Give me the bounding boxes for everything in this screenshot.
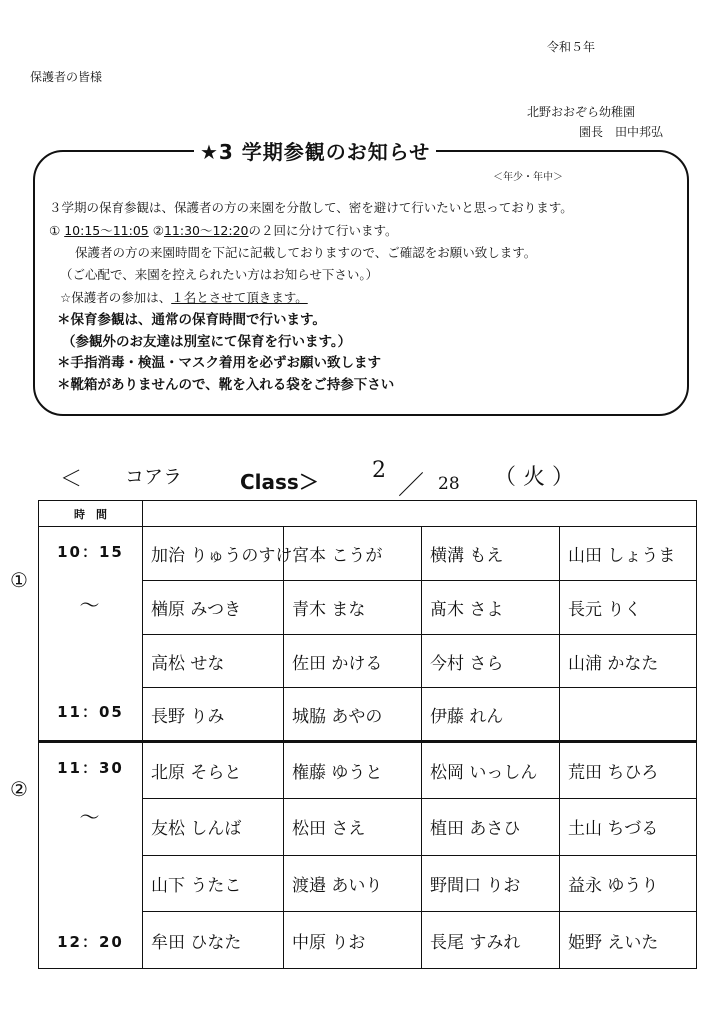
student-name: 土山 ちづる (560, 798, 697, 855)
notice-line-5 (60, 288, 308, 306)
student-name: 伊藤 れん (422, 688, 560, 742)
notice-line-5-underlined: １名とさせて頂きます。 (171, 290, 308, 305)
student-name: 長元 りく (560, 581, 697, 635)
student-name: 長野 りみ (143, 688, 284, 742)
time-header: 時 間 (39, 501, 143, 527)
class-name: コアラ (125, 466, 183, 488)
table-row (39, 742, 697, 799)
student-name: 宮本 こうが (284, 527, 422, 581)
session-2-marker: ② (152, 223, 164, 238)
student-name: 権藤 ゆうと (284, 742, 422, 799)
student-name: 横溝 もえ (422, 527, 560, 581)
student-name: 友松 しんば (143, 798, 284, 855)
student-name: 長尾 すみれ (422, 912, 560, 969)
notice-line-4: （ご心配で、来園を控えられたい方はお知らせ下さい。） (60, 267, 379, 282)
date-weekday: （ 火 ） (494, 465, 574, 490)
student-name: 髙木 さよ (422, 581, 560, 635)
notice-title: ★3 学期参観のお知らせ (194, 136, 436, 165)
document-date: 令和５年 (547, 40, 596, 54)
student-name: 松岡 いっしん (422, 742, 560, 799)
student-name: 青木 まな (284, 581, 422, 635)
session-1-end: 11：05 (57, 703, 124, 722)
student-name: 高松 せな (143, 634, 284, 688)
notice-line-8: ＊手指消毒・検温・マスク着用を必ずお願い致します (57, 355, 381, 371)
student-name: 牟田 ひなた (143, 912, 284, 969)
student-name: 姫野 えいた (560, 912, 697, 969)
student-name: 松田 さえ (284, 798, 422, 855)
student-name: 山下 うたこ (143, 855, 284, 912)
student-name: 楢原 みつき (143, 581, 284, 635)
student-name: 城脇 あやの (284, 688, 422, 742)
session-1-time-cell (39, 527, 143, 742)
schedule-table (38, 500, 697, 969)
date-slash: ／ (398, 471, 425, 501)
class-word: Class＞ (240, 470, 319, 494)
student-name: 山浦 かなた (560, 634, 697, 688)
student-name (560, 688, 697, 742)
session-2-time-cell (39, 742, 143, 969)
session-2-time: 11:30～12:20 (163, 223, 249, 238)
student-name: 植田 あさひ (422, 798, 560, 855)
grade-label: ＜年少・年中＞ (493, 172, 563, 183)
student-name: 中原 りお (284, 912, 422, 969)
session-2-tilde: 〜 (79, 805, 102, 830)
student-name: 益永 ゆうり (560, 855, 697, 912)
student-name: 山田 しょうま (560, 527, 697, 581)
table-header-row (39, 501, 697, 527)
date-day: 28 (438, 474, 460, 494)
student-name: 加治 りゅうのすけ (143, 527, 284, 581)
notice-line-1: ３学期の保育参観は、保護者の方の来園を分散して、密を避けて行いたいと思っております。 (49, 200, 573, 215)
session-1-circle: ① (10, 568, 28, 592)
notice-line-2-suffix: の２回に分けて行います。 (248, 223, 398, 238)
student-name: 荒田 ちひろ (560, 742, 697, 799)
student-name: 北原 そらと (143, 742, 284, 799)
notice-line-2 (49, 221, 398, 239)
session-2-start: 11：30 (57, 759, 124, 778)
school-name: 北野おおぞら幼稚園 (527, 105, 636, 119)
student-name: 佐田 かける (284, 634, 422, 688)
student-name: 野間口 りお (422, 855, 560, 912)
table-row (39, 527, 697, 581)
student-name: 渡邉 あいり (284, 855, 422, 912)
notice-line-9: ＊靴箱がありませんので、靴を入れる袋をご持参下さい (57, 377, 395, 393)
header-blank (143, 501, 697, 527)
notice-line-7: （参観外のお友達は別室にて保育を行います。） (62, 334, 352, 350)
class-open-bracket: ＜ (60, 467, 83, 492)
principal-name: 園長 田中邦弘 (579, 125, 664, 139)
notice-line-3: 保護者の方の来園時間を下記に記載しておりますので、ご確認をお願い致します。 (75, 245, 537, 260)
notice-line-5-prefix: ☆保護者の参加は、 (60, 290, 172, 305)
addressee: 保護者の皆様 (30, 70, 103, 84)
session-1-start: 10：15 (57, 543, 124, 562)
session-1-tilde: 〜 (79, 593, 102, 618)
date-month: 2 (372, 458, 386, 483)
session-1-time: 10:15～11:05 (64, 223, 149, 238)
notice-line-6: ＊保育参観は、通常の保育時間で行います。 (57, 312, 326, 328)
student-name: 今村 さら (422, 634, 560, 688)
session-1-marker: ① (49, 223, 61, 238)
session-2-end: 12：20 (57, 933, 124, 951)
session-2-circle: ② (10, 777, 28, 801)
